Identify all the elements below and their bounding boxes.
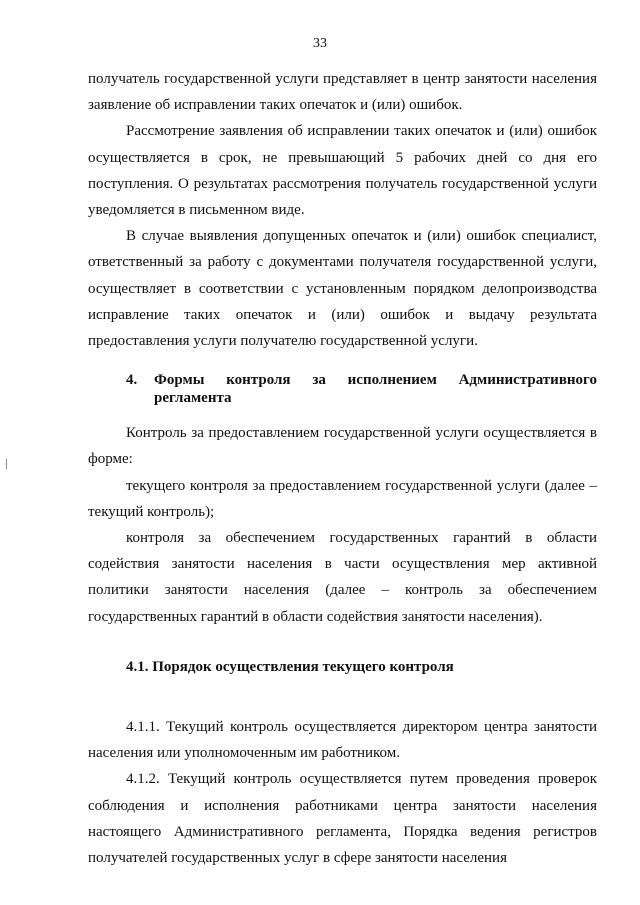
paragraph-guarantees-control: контроля за обеспечением государственных гарантий в области содействия занятости населения в части осуществления мер активной политики занятости населения (далее – контроль за обеспечением государственных гарантий в области содействия занятости населения).: [88, 530, 597, 625]
paragraph-review-term: Рассмотрение заявления об исправлении таких опечаток и (или) ошибок осуществляется в срок, не превышающий 5 рабочих дней со дня его поступления. О результатах рассмотрения получатель государственной услуги уведомляется в письменном виде.: [88, 123, 597, 219]
paragraph-4-1-2: 4.1.2. Текущий контроль осуществляется путем проведения проверок соблюдения и исполнения работниками центра занятости населения настоящего Административного регламента, Порядка ведения регистров получателей государственных услуг в сфере занятости населения: [88, 771, 597, 867]
section-heading-4: [88, 371, 597, 407]
page-number: 33: [313, 36, 327, 51]
paragraph-4-1-1: 4.1.1. Текущий контроль осуществляется директором центра занятости населения или уполномоченным им работником.: [88, 719, 597, 762]
section-number: 4.: [126, 372, 138, 389]
section-title: Формы контроля за исполнением Административного регламента: [154, 372, 597, 407]
subsection-heading-4-1: 4.1. Порядок осуществления текущего контроля: [126, 658, 454, 675]
scan-margin-mark: [6, 459, 7, 469]
page-body: [88, 66, 597, 871]
paragraph-error-correction: В случае выявления допущенных опечаток и (или) ошибок специалист, ответственный за работу с документами получателя государственной услуги, осуществляет в соответствии с установленным порядком делопроизводства исправление таких опечаток и (или) ошибок и выдачу результата предоставления услуги получателю государственной услуги.: [88, 228, 597, 350]
paragraph-current-control: текущего контроля за предоставлением государственной услуги (далее – текущий контроль);: [88, 477, 597, 520]
paragraph-control-forms: Контроль за предоставлением государственной услуги осуществляется в форме:: [88, 425, 597, 468]
paragraph-continuation: получатель государственной услуги представляет в центр занятости населения заявление об исправлении таких опечаток и (или) ошибок.: [88, 71, 597, 114]
